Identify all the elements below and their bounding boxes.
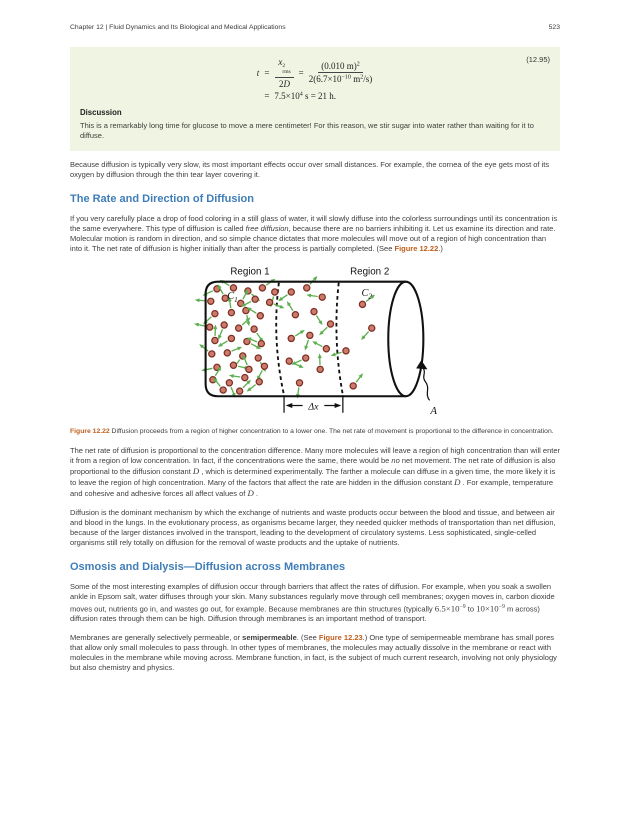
molecule (291, 354, 309, 364)
molecule (350, 373, 363, 389)
figure-caption: Figure 12.22 Diffusion proceeds from a region of higher concentration to a lower one. The net rate of movement is proportional to the difference in concentration. (70, 427, 554, 435)
equals-sign: = (264, 90, 270, 101)
molecule (304, 276, 318, 291)
molecule (257, 363, 268, 380)
paragraph-cornea: Because diffusion is typically very slow, its most important effects occur over small distances. For example, the cornea of the eye gets most of its oxygen by diffusion through the thin tear layer covering it. (70, 159, 550, 179)
molecule (243, 354, 252, 372)
molecule (361, 325, 375, 340)
fraction-2: $\frac{(0.010 m)^2}{2(6.7\times 10^{-10} m^2/s)}$ (308, 61, 373, 85)
area-pointer-squiggle (423, 368, 429, 400)
paragraph-dominant-mechanism: Diffusion is the dominant mechanism by which the exchange of nutrients and waste products occur between the blood and tissue, and between air and blood in the lungs. In the evolutionary process, as organisms became larger, they needed quicker methods of transportation than net diffusion, because of the larger distances involved in the transport, leading to the development of circulatory systems. Less sophisticated, single-celled organisms still rely totally on diffusion for the removal of waste products and the uptake of nutrients. (70, 507, 556, 547)
equation-row-2: $7.5\times 10^4$ s = 21 h. (274, 90, 337, 101)
running-header: Chapter 12 | Fluid Dynamics and Its Biological and Medical Applications (70, 24, 286, 31)
dx-arrowhead-right (335, 403, 342, 408)
figure-12-22 (70, 263, 560, 423)
equals-sign: = (264, 67, 270, 78)
equation-row-1 (274, 57, 373, 89)
molecule (311, 308, 323, 325)
molecule (199, 344, 215, 357)
region1-label: Region 1 (230, 265, 270, 277)
molecule (278, 288, 294, 300)
area-label: A (430, 404, 437, 417)
section-heading-rate-direction: The Rate and Direction of Diffusion (70, 192, 254, 205)
molecule (331, 347, 349, 355)
paragraph-free-diffusion: If you very carefully place a drop of food coloring in a still glass of water, it will slowly diffuse into the colorless surroundings until its concentration is the same everywhere. This type of diffusion is called free diffusion, because there are no barriers inhibiting it. Let us examine its direction and rate. Molecular motion is random in direction, and so simple chance dictates that more molecules will move out of a region of high concentration than into it. The net rate of diffusion is higher initially than after the process is partially completed. (See Figure 12.22.) (70, 213, 558, 253)
c2-label: $C_2$ (361, 287, 372, 301)
molecule (201, 364, 220, 371)
molecule (304, 332, 312, 350)
section-heading-osmosis: Osmosis and Dialysis—Diffusion across Membranes (70, 560, 346, 573)
molecule (195, 298, 214, 304)
molecule (288, 329, 305, 341)
molecule (237, 379, 251, 393)
page-header (0, 0, 630, 31)
dx-label: Δx (308, 401, 319, 413)
molecule (317, 353, 323, 372)
discussion-text: This is a remarkably long time for glucose to move a mere centimeter! For this reason, we stir sugar into water rather than waiting for it to diffuse. (80, 120, 534, 140)
molecule (213, 377, 226, 393)
example-box (70, 47, 560, 151)
equation (80, 57, 550, 101)
molecule (218, 321, 227, 339)
figure-link[interactable]: Figure 12.22 (394, 243, 439, 253)
molecule (312, 341, 329, 352)
dx-arrowhead-left (286, 403, 293, 408)
molecule (247, 307, 264, 319)
cylinder-end-face (388, 281, 423, 396)
molecule-layer (194, 276, 375, 399)
page-content (0, 47, 630, 673)
paragraph-net-rate: The net rate of diffusion is proportional to the concentration difference. Many more molecules will leave a region of high concentration than will enter it from a region of low concentration. In fact, if the concentrations were the same, there would be no net movement. The net rate of diffusion is also proportional to the diffusion constant D , which is determined experimentally. The farther a molecule can diffuse in a given time, the more likely it is to leave the region of high concentration. Many of the factors that affect the rate are hidden in the diffusion constant D . For example, temperature and cohesive and adhesive forces all affect values of D . (70, 445, 561, 498)
molecule (306, 293, 325, 300)
paragraph-membranes-examples: Some of the most interesting examples of diffusion occur through barriers that affect the rates of diffusion. For example, when you soak a swollen ankle in Epsom salt, water diffuses through your skin. Many substances regularly move through cell membranes; oxygen moves in, carbon dioxide moves out, nutrients go in, and wastes go out, for example. Because membranes are thin structures (typically $6.5\times 10^{-9}$ to $10\times 10^{-9}$ m across) diffusion rates through them can be high. Diffusion through membranes is an important method of transport. (70, 581, 555, 624)
molecule (226, 379, 235, 397)
figure-link[interactable]: Figure 12.23 (318, 633, 363, 643)
diffusion-cylinder-figure (186, 263, 444, 418)
discussion-heading: Discussion (80, 107, 122, 117)
region2-label: Region 2 (350, 265, 390, 277)
paragraph-semipermeable: Membranes are generally selectively permeable, or semipermeable. (See Figure 12.23.) One type of semipermeable membrane has small pores that allow only small molecules to pass through. In other types of membranes, the molecules may actually dissolve in the membrane or react with molecules in the membrane while moving across. Membrane function, in fact, is the subject of much current research, involving not only physiology but also chemistry and physics. (70, 633, 557, 673)
equation-number: (12.95) (526, 55, 550, 64)
molecule (287, 301, 299, 318)
equals-sign: = (298, 67, 304, 78)
c1-label: $C_1$ (227, 290, 238, 304)
molecule (229, 374, 248, 381)
fraction-1: x 2 rms 2D (275, 57, 293, 89)
page-number: 523 (548, 24, 560, 31)
molecule (266, 299, 284, 308)
equation-lhs: t (256, 67, 260, 78)
dashed-boundary-2 (336, 282, 342, 394)
